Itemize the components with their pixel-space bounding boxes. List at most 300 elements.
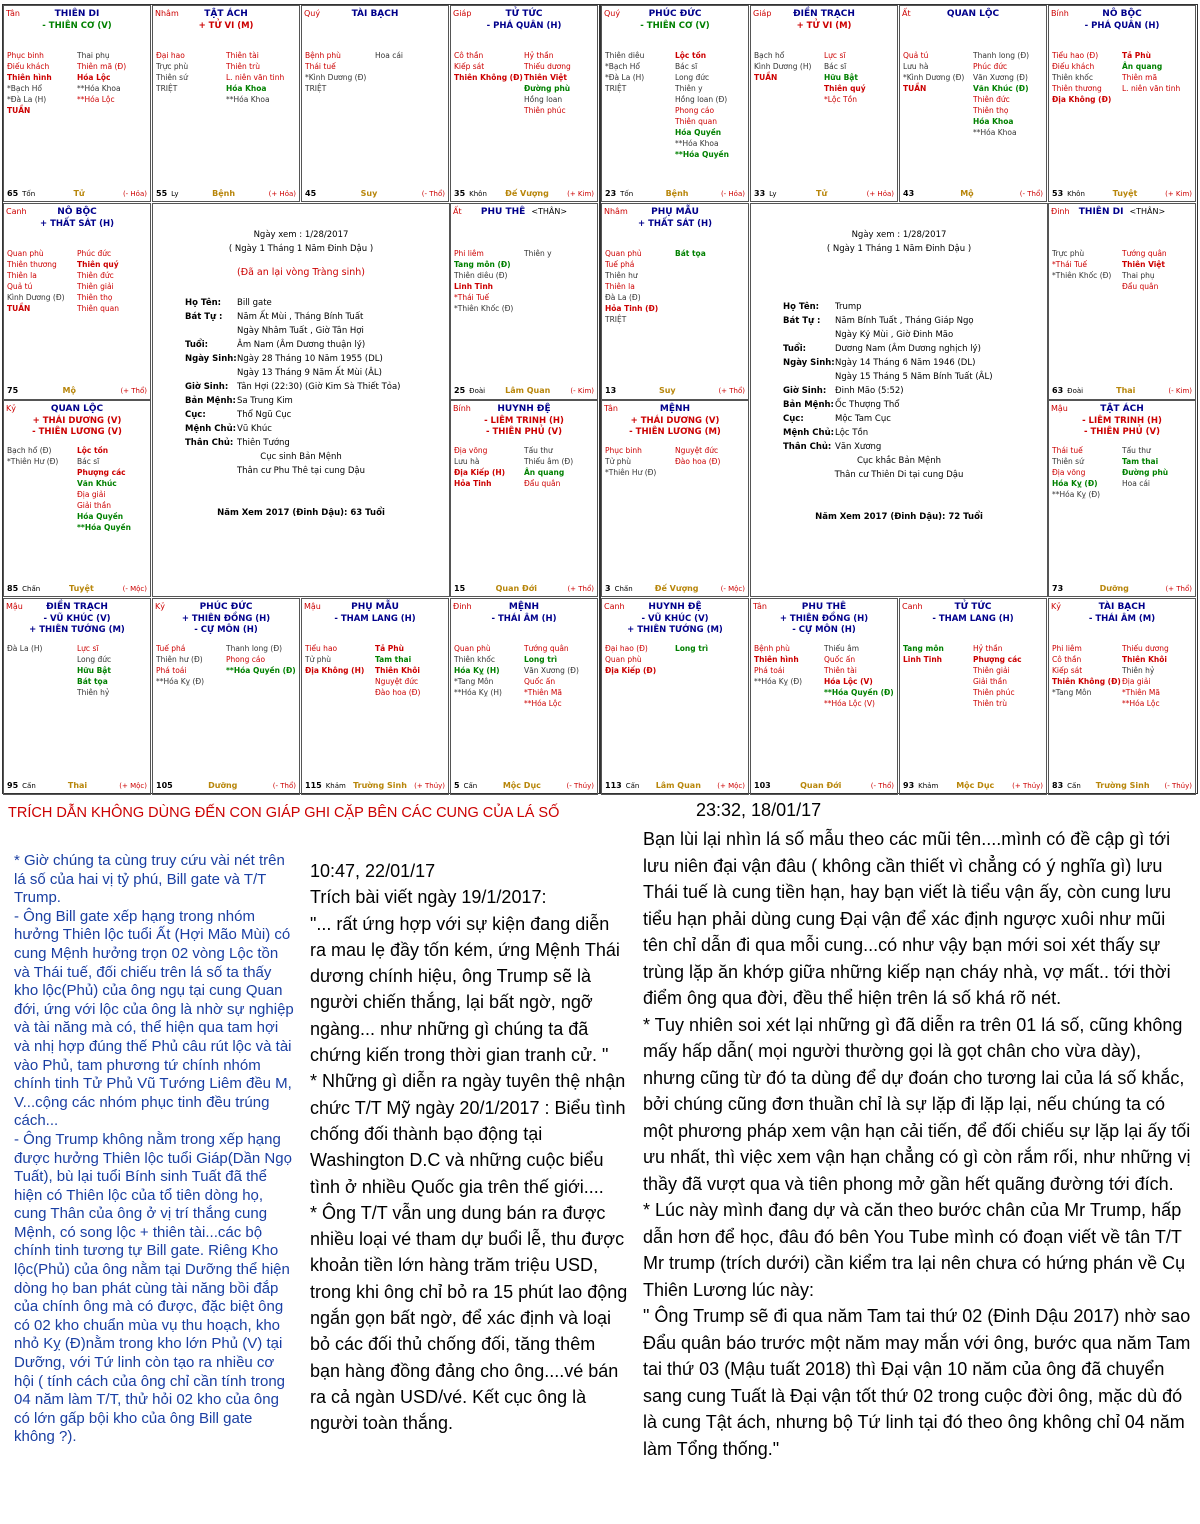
star: Nguyệt đức bbox=[675, 446, 719, 455]
star: Long đức bbox=[77, 654, 112, 664]
star: *Tang Môn bbox=[454, 676, 494, 686]
palace-name: NÔ BỘC bbox=[57, 206, 97, 217]
right-timestamp: 23:32, 18/01/17 bbox=[696, 800, 822, 820]
star: *Thiên Mã bbox=[524, 687, 562, 697]
star: **Hóa Kỵ (Đ) bbox=[754, 676, 803, 686]
major-stars bbox=[900, 614, 1046, 625]
palace-cell bbox=[1048, 5, 1196, 202]
info-value: Năm Ất Mùi , Tháng Bính Tuất bbox=[237, 312, 364, 322]
star: Tang môn bbox=[903, 643, 944, 653]
star: Bác sĩ bbox=[675, 62, 698, 71]
major-stars bbox=[1049, 614, 1195, 625]
star: **Hóa Lộc bbox=[77, 95, 115, 104]
palace-name: TỬ TỨC bbox=[505, 9, 543, 19]
star: Hóa Quyền bbox=[77, 512, 124, 521]
info-row bbox=[783, 370, 1047, 384]
star: Tam thai bbox=[1122, 457, 1159, 466]
major-star: - THAM LANG (H) bbox=[334, 613, 416, 624]
star: Quan phù bbox=[454, 643, 491, 653]
star: Quả tú bbox=[903, 51, 929, 60]
star: Thai phụ bbox=[1122, 270, 1155, 280]
major-stars bbox=[4, 614, 150, 636]
star: Phi liêm bbox=[1052, 643, 1082, 653]
view-date: Ngày xem : 1/28/2017 bbox=[253, 230, 349, 240]
star: Bệnh phù bbox=[305, 51, 341, 60]
info-row bbox=[185, 296, 449, 310]
palace-element: (- Thổ) bbox=[1019, 189, 1043, 198]
palace-name: THIÊN DI bbox=[54, 9, 100, 19]
major-star: - THÁI ÂM (H) bbox=[491, 613, 557, 624]
star-column bbox=[605, 248, 675, 325]
palace-footer bbox=[605, 781, 745, 792]
palace-name: TÀI BẠCH bbox=[1098, 601, 1146, 612]
info-label: Ngày Sinh: bbox=[783, 358, 835, 368]
major-star: + THÁI DƯƠNG (V) bbox=[630, 416, 720, 426]
palace-footer bbox=[754, 781, 894, 792]
palace-footer bbox=[305, 189, 445, 200]
body-palace-line: Thân cư Phu Thê tại cung Dậu bbox=[236, 466, 366, 476]
major-star: - VŨ KHÚC (V) bbox=[641, 613, 709, 624]
info-row bbox=[185, 366, 449, 380]
star: Điếu khách bbox=[1052, 62, 1095, 71]
major-star: + THIÊN ĐỒNG (H) bbox=[779, 613, 869, 624]
major-stars bbox=[602, 614, 748, 636]
info-value: Ngày 28 Tháng 10 Năm 1955 (DL) bbox=[237, 354, 383, 364]
palace-stem: Giáp bbox=[453, 9, 472, 18]
palace-cell bbox=[601, 203, 749, 400]
star: Tuế phá bbox=[156, 643, 186, 653]
palace-stem: Đinh bbox=[453, 601, 472, 611]
star: Địa võng bbox=[454, 446, 488, 455]
palace-cell bbox=[601, 5, 749, 202]
major-star: - LIÊM TRINH (H) bbox=[484, 416, 564, 426]
minor-stars bbox=[605, 248, 745, 325]
star: Hoa cái bbox=[1122, 479, 1151, 488]
info-row bbox=[185, 436, 449, 450]
star: Phá toái bbox=[156, 665, 187, 675]
info-row bbox=[783, 440, 1047, 454]
minor-stars bbox=[305, 50, 445, 94]
star: Phá toái bbox=[754, 665, 785, 675]
star: Địa Không (H) bbox=[305, 665, 365, 675]
star: Quan phù bbox=[605, 654, 642, 664]
body-palace-line: Thân cư Thiên Di tại cung Dậu bbox=[834, 470, 964, 480]
star: TUẦN bbox=[7, 106, 31, 115]
major-star: + THIÊN ĐỒNG (H) bbox=[181, 613, 271, 624]
star: Thiên hư bbox=[605, 270, 638, 280]
star: Cô thần bbox=[1052, 654, 1082, 664]
life-stage: Tử bbox=[73, 188, 85, 198]
star: Bác sĩ bbox=[77, 457, 100, 466]
star: Đại hao bbox=[156, 51, 185, 60]
palace-title bbox=[602, 404, 748, 415]
life-stage: Thai bbox=[1116, 386, 1136, 395]
palace-cell bbox=[3, 598, 151, 795]
star: Văn Xương (Đ) bbox=[524, 665, 579, 675]
palace-title bbox=[451, 9, 597, 20]
palace-footer bbox=[605, 584, 745, 595]
birth-info bbox=[783, 300, 1047, 454]
star-column bbox=[903, 643, 973, 709]
star-column bbox=[1052, 643, 1122, 709]
star: Địa Kiếp (H) bbox=[454, 468, 506, 477]
palace-element: (- Thổ) bbox=[870, 782, 894, 790]
palace-stem: Canh bbox=[6, 206, 27, 216]
life-stage: Tuyệt bbox=[69, 583, 94, 593]
paragraph: Trích bài viết ngày 19/1/2017: bbox=[310, 887, 547, 908]
palace-cell bbox=[1048, 400, 1196, 597]
major-star: + THIÊN TƯỚNG (M) bbox=[627, 624, 723, 635]
palace-stem: Mậu bbox=[1051, 404, 1068, 413]
life-stage: Đế Vượng bbox=[505, 188, 549, 198]
minor-stars bbox=[454, 50, 594, 116]
trigram: Ly bbox=[171, 189, 179, 198]
major-stars bbox=[4, 21, 150, 32]
trigram: Tốn bbox=[22, 189, 36, 198]
paragraph: " Ông Trump sẽ đi qua năm Tam tai thứ 02 (Đinh Dậu 2017) nhờ sao Đẩu quân báo trước một năm may mắn với ông, bước qua năm Tam tai thứ 03 (Mậu tuất 2018) thì Đại vận 10 năm của ông đã chuyển sang cung Tuất là Đại vận tốt thứ 02 trong cuộc đời ông, mặc dù đó là cung Tật ách, nhưng bộ Tứ linh tại đó theo ông không chỉ 04 năm làm Tổng thống." bbox=[643, 1306, 1191, 1459]
palace-name: THIÊN DI bbox=[1078, 206, 1124, 217]
star-column bbox=[973, 643, 1043, 709]
star: Cô thần bbox=[454, 51, 484, 60]
life-stage: Quan Đới bbox=[800, 781, 842, 790]
palace-title bbox=[451, 602, 597, 613]
star: **Hóa Kỵ (Đ) bbox=[1052, 490, 1101, 499]
star: Tả Phù bbox=[1122, 51, 1151, 60]
palace-footer bbox=[605, 386, 745, 397]
star: **Hóa Lộc (V) bbox=[824, 698, 875, 708]
decade-number: 23 bbox=[605, 188, 617, 198]
palace-stem: Quý bbox=[304, 9, 321, 18]
info-label: Thân Chủ: bbox=[185, 438, 234, 448]
info-value: Thiên Tướng bbox=[237, 438, 290, 448]
info-label: Bát Tự : bbox=[783, 316, 821, 326]
palace-cell bbox=[3, 203, 151, 400]
star: Thiếu dương bbox=[524, 62, 571, 71]
star: Địa giải bbox=[77, 490, 106, 499]
star: Thiếu dương bbox=[1122, 643, 1169, 653]
star: TUẦN bbox=[7, 303, 31, 313]
palace-name: QUAN LỘC bbox=[946, 9, 1000, 19]
palace-element: (+ Thổ) bbox=[1165, 584, 1192, 593]
palace-footer bbox=[454, 189, 594, 200]
trigram: Ly bbox=[769, 189, 777, 198]
star: Giải thần bbox=[973, 676, 1008, 686]
minor-stars bbox=[454, 248, 594, 314]
palace-title bbox=[302, 602, 448, 613]
star: Thiếu âm (Đ) bbox=[524, 457, 574, 466]
palace-element: (- Mộc) bbox=[122, 584, 147, 593]
star: *Đà La (H) bbox=[7, 95, 47, 104]
star: Hữu Bật bbox=[77, 665, 111, 675]
major-stars bbox=[4, 416, 150, 438]
life-stage: Tuyệt bbox=[1112, 188, 1138, 198]
palace-element: (+ Thổ) bbox=[120, 387, 147, 395]
star-column bbox=[77, 248, 147, 314]
star: *Thiên Hư (Đ) bbox=[605, 468, 657, 477]
minor-stars bbox=[1052, 50, 1192, 105]
palace-element: (+ Hỏa) bbox=[866, 189, 894, 198]
palace-name: MỆNH bbox=[659, 404, 691, 414]
palace-name: QUAN LỘC bbox=[50, 404, 104, 414]
star: Thiên tài bbox=[824, 665, 857, 675]
trigram: Đoài bbox=[1067, 387, 1084, 395]
star: Phong cáo bbox=[226, 654, 266, 664]
star: Đào hoa (Đ) bbox=[375, 687, 421, 697]
life-stage: Bệnh bbox=[665, 188, 689, 198]
palace-element: (+ Mộc) bbox=[717, 782, 745, 790]
minor-stars bbox=[305, 643, 445, 698]
palace-stem: Nhâm bbox=[604, 206, 628, 216]
star: Tiểu hao bbox=[305, 643, 338, 653]
palace-cell bbox=[450, 5, 598, 202]
left-commentary bbox=[14, 852, 296, 1447]
star: Lưu hà bbox=[903, 62, 929, 71]
major-star: - THIÊN PHỦ (V) bbox=[1084, 427, 1160, 437]
star: Ân quang bbox=[1122, 62, 1163, 71]
life-stage: Suy bbox=[658, 386, 676, 395]
palace-cell bbox=[301, 598, 449, 795]
palace-stem: Kỷ bbox=[1051, 601, 1061, 611]
decade-number: 93 bbox=[903, 781, 915, 790]
palace-stem: Mậu bbox=[304, 601, 321, 611]
minor-stars bbox=[7, 248, 147, 314]
info-label: Ngày Sinh: bbox=[185, 354, 237, 364]
star: **Hóa Quyền (Đ) bbox=[824, 687, 894, 697]
star: Kình Dương (H) bbox=[754, 62, 812, 71]
star-column bbox=[605, 50, 675, 160]
star: **Hóa Kỵ (Đ) bbox=[156, 676, 205, 686]
quote-title: TRÍCH DẪN KHÔNG DÙNG ĐẾN CON GIÁP GHI CẶP BÊN CÁC CUNG CỦA LÁ SỐ bbox=[8, 805, 560, 821]
info-value: Âm Nam (Âm Dương thuận lý) bbox=[237, 340, 366, 350]
life-stage: Mộ bbox=[960, 188, 974, 198]
major-star: - THIÊN PHỦ (V) bbox=[486, 427, 562, 437]
lunar-date: ( Ngày 1 Tháng 1 Năm Đinh Dậu ) bbox=[826, 244, 972, 254]
info-label: Bát Tự : bbox=[185, 312, 223, 322]
paragraph: Bạn lùi lại nhìn lá số mẫu theo các mũi tên....mình có đề cập gì tới lưu niên đại vận đâu ( không cần thiết vì chẳng có ý nghĩa gì) lưu Thái tuế là cung tiền hạn, hay bạn viết là tiểu vận ấy, còn cung lưu tiểu hạn phải dùng cung Đại vận để xác định ngược xuôi như mũi tên chỉ dẫn đi qua mỗi cung...có như vậy bạn mới soi xét thấy sự trùng lặp ăn khớp giữa những kiếp nạn cháy nhà, vợ mất.. tới thời điểm ông qua đời, đều thể hiện trên lá số khá rõ nét. bbox=[643, 829, 1172, 1008]
info-value: Dương Nam (Âm Dương nghịch lý) bbox=[835, 344, 981, 354]
palace-title bbox=[900, 9, 1046, 20]
star: Thiên hỷ bbox=[1122, 665, 1155, 675]
star: Long trì bbox=[524, 654, 558, 664]
palace-name: TÀI BẠCH bbox=[351, 9, 399, 19]
star: *Thiên Mã bbox=[1122, 687, 1160, 697]
minor-stars bbox=[1052, 643, 1192, 709]
star: *Thái Tuế bbox=[1052, 259, 1087, 269]
palace-stem: Kỷ bbox=[155, 601, 165, 611]
info-row bbox=[185, 352, 449, 366]
star: Linh Tinh bbox=[454, 281, 494, 291]
palace-name: HUYNH ĐỆ bbox=[648, 601, 702, 612]
trigram: Chấn bbox=[614, 584, 633, 593]
decade-number: 13 bbox=[605, 386, 617, 395]
chart-note: (Đã an lại vòng Tràng sinh) bbox=[237, 267, 365, 278]
info-row bbox=[783, 356, 1047, 370]
minor-stars bbox=[605, 643, 745, 676]
palace-stem: Ất bbox=[453, 206, 462, 216]
palace-title bbox=[4, 404, 150, 415]
info-row bbox=[783, 328, 1047, 342]
palace-stem: Nhâm bbox=[155, 9, 179, 18]
star: TRIỆT bbox=[156, 84, 178, 93]
star-column bbox=[375, 50, 445, 94]
life-stage: Dưỡng bbox=[1099, 583, 1129, 593]
star: Tả Phù bbox=[375, 643, 404, 653]
palace-element: (+ Thủy) bbox=[1012, 782, 1043, 790]
star: Thiên diêu (Đ) bbox=[454, 270, 508, 280]
relation-line: Cục khắc Bản Mệnh bbox=[856, 456, 942, 466]
decade-number: 65 bbox=[7, 188, 19, 198]
star: Quả tú bbox=[7, 281, 33, 291]
star: Hóa Khoa bbox=[973, 117, 1014, 126]
palace-footer bbox=[305, 781, 445, 792]
minor-stars bbox=[454, 445, 594, 489]
palace-cell bbox=[450, 400, 598, 597]
palace-stem: Canh bbox=[604, 601, 625, 611]
star: *Đà La (H) bbox=[605, 73, 645, 82]
relation-line: Cục sinh Bản Mệnh bbox=[260, 452, 342, 462]
star: Văn Xương (Đ) bbox=[973, 73, 1028, 82]
body-marker: <THÂN> bbox=[531, 206, 568, 216]
major-star: + TỬ VI (M) bbox=[198, 21, 254, 31]
palace-stem: Ất bbox=[902, 9, 911, 18]
star: Kiếp sát bbox=[1052, 665, 1083, 675]
right-commentary bbox=[643, 826, 1195, 1462]
star: Quan phủ bbox=[605, 248, 642, 258]
star: Thiên giải bbox=[77, 281, 114, 291]
star-column bbox=[156, 643, 226, 687]
star-column bbox=[675, 643, 745, 676]
decade-number: 33 bbox=[754, 188, 766, 198]
star: Ân quang bbox=[524, 468, 565, 477]
palace-stem: Giáp bbox=[753, 9, 772, 18]
decade-number: 55 bbox=[156, 188, 168, 198]
info-row bbox=[185, 408, 449, 422]
palace-cell bbox=[3, 5, 151, 202]
palace-stem: Kỷ bbox=[6, 404, 16, 413]
palace-footer bbox=[454, 584, 594, 595]
decade-number: 25 bbox=[454, 386, 466, 395]
star: Lộc tồn bbox=[675, 51, 707, 60]
palace-title bbox=[153, 602, 299, 613]
palace-title bbox=[602, 207, 748, 218]
star: Thái tuế bbox=[1052, 446, 1083, 455]
chart-center-info bbox=[750, 203, 1048, 597]
palace-title bbox=[751, 9, 897, 20]
star: TRIỆT bbox=[305, 84, 327, 93]
info-value: Ngày 13 Tháng 9 Năm Ất Mùi (ÂL) bbox=[237, 368, 382, 378]
trigram: Khôn bbox=[1067, 189, 1085, 198]
star: Phi liêm bbox=[454, 248, 484, 258]
star: Thiên thương bbox=[7, 259, 57, 269]
star: Thiếu âm bbox=[824, 643, 860, 653]
star: *Kình Dương (Đ) bbox=[903, 73, 965, 82]
trigram: Cấn bbox=[22, 782, 36, 790]
major-star: - VŨ KHÚC (V) bbox=[43, 613, 111, 624]
palace-element: (- Thổ) bbox=[272, 782, 296, 790]
info-row bbox=[185, 310, 449, 324]
star: Trực phù bbox=[1052, 248, 1085, 258]
decade-number: 45 bbox=[305, 188, 317, 198]
life-stage: Lâm Quan bbox=[505, 386, 551, 395]
star: Thiên quý bbox=[824, 84, 866, 93]
star-column bbox=[454, 643, 524, 709]
star: Thiên thọ bbox=[77, 292, 113, 302]
star: Lộc tồn bbox=[77, 446, 109, 455]
star: L. niên văn tinh bbox=[1122, 84, 1181, 93]
star: Thiên Khôi bbox=[375, 665, 420, 675]
star: *Thái Tuế bbox=[454, 292, 489, 302]
paragraph: * Ông T/T vẫn ung dung bán ra được nhiều loại vé tham dự buổi lễ, thu được khoản tiền lớn hàng trăm triệu USD, trong khi ông chỉ bỏ ra 15 phút lao động ngắn gọn bất ngờ, để xác định và loại bỏ các đối thủ chống đối, tăng thêm bạn hàng đồng đảng cho ông....vé bán ra cả ngàn USD/vé. Kết cục ông là người toàn thắng. bbox=[310, 1202, 628, 1434]
info-value: Sa Trung Kim bbox=[237, 396, 293, 406]
bill-gate-chart bbox=[2, 4, 600, 794]
middle-commentary bbox=[310, 858, 630, 1437]
major-stars bbox=[153, 21, 299, 32]
life-stage: Mộc Dục bbox=[502, 781, 541, 790]
star-column bbox=[903, 50, 973, 138]
info-label: Mệnh Chủ: bbox=[783, 428, 835, 438]
palace-element: (- Thổ) bbox=[421, 189, 445, 198]
palace-footer bbox=[454, 781, 594, 792]
star: Tấu thư bbox=[524, 446, 553, 455]
star: TUẦN bbox=[903, 84, 927, 93]
major-star: - THIÊN LƯƠNG (M) bbox=[629, 427, 721, 437]
paragraph: * Giờ chúng ta cùng truy cứu vài nét trên lá số của hai vị tỷ phú, Bill gate và T/T Trump. bbox=[14, 852, 285, 907]
star: Tướng quân bbox=[524, 643, 569, 653]
info-value: Bill gate bbox=[237, 298, 272, 308]
star: Thiên Khôi bbox=[1122, 654, 1167, 664]
major-stars bbox=[602, 219, 748, 230]
palace-name: ĐIỀN TRẠCH bbox=[793, 9, 855, 19]
star: Hóa Lộc (V) bbox=[824, 676, 873, 686]
star-column bbox=[7, 445, 77, 533]
info-label bbox=[783, 328, 835, 342]
star: Thiên đức bbox=[77, 270, 114, 280]
palace-footer bbox=[605, 189, 745, 200]
minor-stars bbox=[7, 50, 147, 116]
star: TUẦN bbox=[754, 73, 778, 82]
star-column bbox=[524, 445, 594, 489]
star: Đường phù bbox=[524, 84, 571, 93]
decade-number: 105 bbox=[156, 781, 173, 790]
palace-name: TỬ TỨC bbox=[954, 601, 992, 612]
palace-title bbox=[4, 9, 150, 20]
info-row bbox=[783, 314, 1047, 328]
info-row bbox=[783, 412, 1047, 426]
star: Thiên hỷ bbox=[77, 687, 110, 697]
star: Phục binh bbox=[605, 446, 642, 455]
star: Lưu hà bbox=[454, 457, 480, 466]
star: *Thiên Hư (Đ) bbox=[7, 457, 59, 466]
decade-number: 43 bbox=[903, 188, 915, 198]
major-stars bbox=[1049, 21, 1195, 32]
info-value: Vũ Khúc bbox=[237, 424, 272, 434]
palace-cell bbox=[750, 598, 898, 795]
star: Thiên Không (Đ) bbox=[454, 73, 523, 82]
body-marker: <THÂN> bbox=[1129, 206, 1166, 216]
info-value: Tân Hợi (22:30) (Giờ Kim Sà Thiết Tỏa) bbox=[237, 382, 401, 392]
star: Tử phù bbox=[305, 654, 331, 664]
star: Bạch hổ bbox=[754, 51, 785, 60]
major-stars bbox=[451, 21, 597, 32]
star: Bát tọa bbox=[675, 248, 706, 258]
star-column bbox=[824, 643, 894, 709]
star: Thiên trù bbox=[226, 62, 260, 71]
decade-number: 5 bbox=[454, 781, 460, 790]
palace-stem: Đinh bbox=[1051, 206, 1070, 216]
star: Bạch hổ (Đ) bbox=[7, 446, 52, 455]
star: Địa Không (Đ) bbox=[1052, 95, 1112, 104]
star: Thiên giải bbox=[973, 665, 1010, 675]
